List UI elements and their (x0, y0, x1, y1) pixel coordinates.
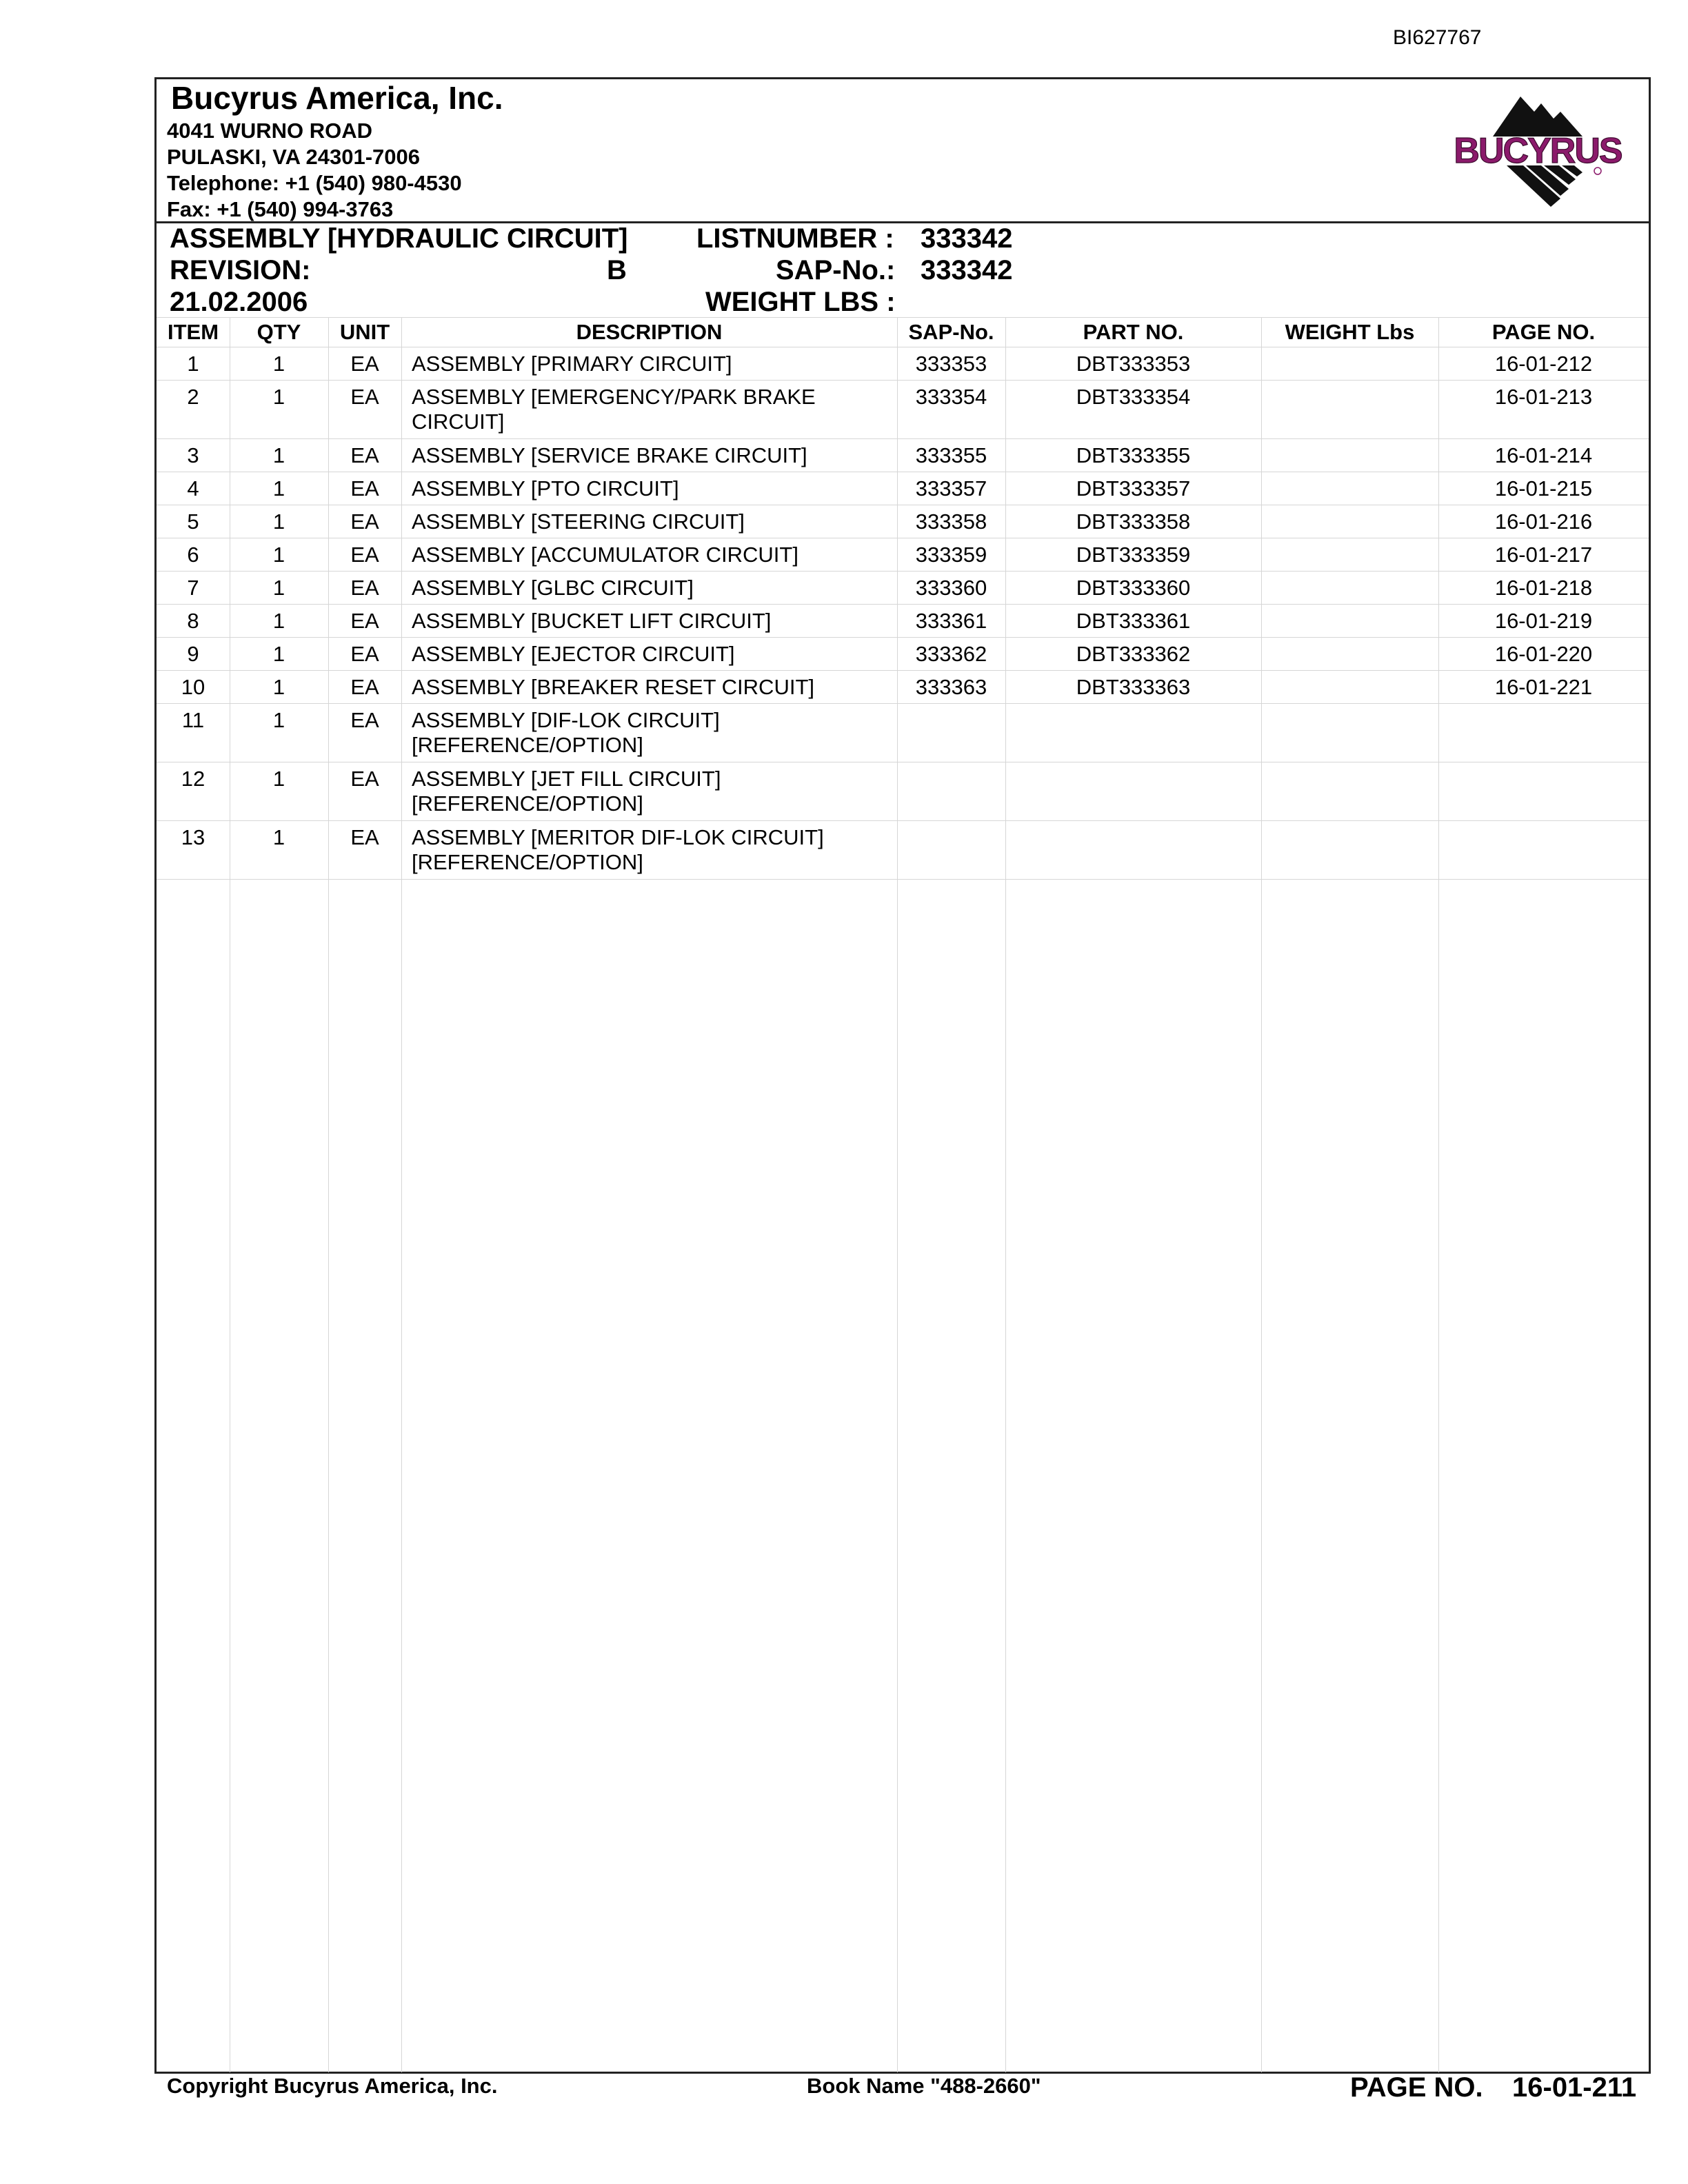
column-header-description: DESCRIPTION (576, 320, 723, 344)
cell-qty: 1 (272, 675, 285, 699)
parts-table (157, 317, 1649, 880)
cell-description (401, 762, 897, 820)
listnumber-label: LISTNUMBER : (696, 223, 894, 254)
cell-weight (1261, 439, 1438, 472)
company-name: Bucyrus America, Inc. (171, 80, 503, 116)
cell-weight (1261, 381, 1438, 438)
cell-item: 6 (187, 543, 199, 567)
logo-wordmark: BUCYRUS (1454, 131, 1622, 171)
description-line: ASSEMBLY [ACCUMULATOR CIRCUIT] (412, 543, 798, 567)
cell-description (401, 605, 897, 637)
cell-sap-no: 333357 (915, 476, 987, 501)
table-row (157, 638, 1649, 671)
cell-qty: 1 (272, 708, 285, 732)
cell-sap-no (897, 704, 1005, 762)
cell-part-no: DBT333355 (1076, 443, 1191, 467)
cell-page-no: 16-01-212 (1494, 352, 1593, 376)
cell-part-no (1005, 704, 1261, 762)
bucyrus-logo-icon (1438, 88, 1638, 212)
fax: Fax: +1 (540) 994-3763 (167, 197, 394, 221)
cell-part-no: DBT333353 (1076, 352, 1191, 376)
cell-sap-no: 333362 (915, 642, 987, 666)
cell-weight (1261, 505, 1438, 538)
cell-item: 10 (181, 675, 205, 699)
cell-item: 11 (181, 708, 205, 732)
description-line: ASSEMBLY [EJECTOR CIRCUIT] (412, 642, 735, 666)
column-header-item: ITEM (167, 320, 219, 344)
cell-qty: 1 (272, 543, 285, 567)
cell-qty: 1 (272, 509, 285, 534)
table-row (157, 671, 1649, 704)
cell-description (401, 439, 897, 472)
cell-qty: 1 (272, 443, 285, 467)
cell-page-no: 16-01-221 (1494, 675, 1593, 699)
cell-sap-no: 333360 (915, 576, 987, 600)
cell-qty: 1 (272, 609, 285, 633)
telephone: Telephone: +1 (540) 980-4530 (167, 171, 462, 195)
cell-sap-no: 333361 (915, 609, 987, 633)
assembly-title: ASSEMBLY [HYDRAULIC CIRCUIT] (170, 223, 628, 254)
cell-page-no: 16-01-216 (1494, 509, 1593, 534)
table-row (157, 762, 1649, 821)
cell-page-no: 16-01-220 (1494, 642, 1593, 666)
cell-item: 1 (187, 352, 199, 376)
description-line: [REFERENCE/OPTION] (412, 850, 643, 874)
cell-weight (1261, 638, 1438, 670)
table-row (157, 572, 1649, 605)
cell-part-no: DBT333357 (1076, 476, 1191, 501)
cell-weight (1261, 605, 1438, 637)
cell-sap-no (897, 762, 1005, 820)
description-line: ASSEMBLY [BREAKER RESET CIRCUIT] (412, 675, 814, 699)
cell-weight (1261, 472, 1438, 505)
column-header-qty: QTY (257, 320, 301, 344)
cell-part-no (1005, 762, 1261, 820)
cell-sap-no (897, 821, 1005, 879)
cell-description (401, 505, 897, 538)
description-line: ASSEMBLY [SERVICE BRAKE CIRCUIT] (412, 443, 807, 467)
cell-description (401, 704, 897, 762)
cell-part-no: DBT333359 (1076, 543, 1191, 567)
column-header-unit: UNIT (339, 320, 390, 344)
sap-number-value: 333342 (921, 255, 1013, 285)
footer-page-number: 16-01-211 (1512, 2072, 1637, 2103)
cell-item: 4 (187, 476, 199, 501)
cell-page-no (1438, 762, 1649, 820)
cell-unit: EA (350, 675, 379, 699)
cell-page-no: 16-01-213 (1494, 385, 1593, 409)
table-row (157, 605, 1649, 638)
cell-part-no: DBT333354 (1076, 385, 1191, 409)
column-header-page-no: PAGE NO. (1491, 320, 1596, 344)
cell-weight (1261, 762, 1438, 820)
cell-page-no (1438, 704, 1649, 762)
table-body (157, 347, 1649, 880)
table-header-row (157, 317, 1649, 347)
listnumber-value: 333342 (921, 223, 1013, 254)
weight-label: WEIGHT LBS : (705, 287, 896, 317)
cell-unit: EA (350, 509, 379, 534)
column-header-sap-no: SAP-No. (908, 320, 994, 344)
cell-unit: EA (350, 352, 379, 376)
description-line: ASSEMBLY [MERITOR DIF-LOK CIRCUIT] (412, 825, 824, 849)
cell-item: 5 (187, 509, 199, 534)
description-line: ASSEMBLY [BUCKET LIFT CIRCUIT] (412, 609, 772, 633)
cell-qty: 1 (272, 385, 285, 409)
cell-page-no: 16-01-217 (1494, 543, 1593, 567)
table-row (157, 821, 1649, 880)
cell-item: 3 (187, 443, 199, 467)
cell-part-no: DBT333358 (1076, 509, 1191, 534)
table-row (157, 704, 1649, 762)
table-row (157, 347, 1649, 381)
revision-value: B (607, 255, 627, 285)
cell-weight (1261, 538, 1438, 571)
cell-unit: EA (350, 767, 379, 791)
description-line: ASSEMBLY [EMERGENCY/PARK BRAKE (412, 385, 816, 409)
cell-item: 13 (181, 825, 205, 849)
cell-weight (1261, 821, 1438, 879)
cell-qty: 1 (272, 642, 285, 666)
cell-unit: EA (350, 825, 379, 849)
description-line: ASSEMBLY [DIF-LOK CIRCUIT] (412, 708, 720, 732)
description-line: CIRCUIT] (412, 410, 505, 434)
cell-unit: EA (350, 443, 379, 467)
table-row (157, 472, 1649, 505)
cell-sap-no: 333358 (915, 509, 987, 534)
footer-page-label: PAGE NO. (1350, 2072, 1483, 2103)
table-row (157, 538, 1649, 572)
table-row (157, 381, 1649, 439)
cell-description (401, 572, 897, 604)
cell-part-no: DBT333362 (1076, 642, 1191, 666)
cell-unit: EA (350, 385, 379, 409)
cell-item: 7 (187, 576, 199, 600)
footer-copyright: Copyright Bucyrus America, Inc. (167, 2074, 498, 2098)
cell-qty: 1 (272, 352, 285, 376)
table-row (157, 439, 1649, 472)
cell-item: 2 (187, 385, 199, 409)
description-line: ASSEMBLY [PTO CIRCUIT] (412, 476, 679, 501)
cell-item: 9 (187, 642, 199, 666)
cell-description (401, 821, 897, 879)
cell-qty: 1 (272, 576, 285, 600)
description-line: ASSEMBLY [JET FILL CIRCUIT] (412, 767, 721, 791)
footer-book-name: Book Name "488-2660" (807, 2074, 1041, 2098)
document-id: BI627767 (1393, 26, 1482, 49)
cell-part-no: DBT333363 (1076, 675, 1191, 699)
description-line: ASSEMBLY [GLBC CIRCUIT] (412, 576, 694, 600)
cell-page-no: 16-01-219 (1494, 609, 1593, 633)
description-line: [REFERENCE/OPTION] (412, 733, 643, 757)
cell-description (401, 347, 897, 380)
cell-item: 8 (187, 609, 199, 633)
cell-description (401, 638, 897, 670)
cell-unit: EA (350, 476, 379, 501)
cell-part-no: DBT333361 (1076, 609, 1191, 633)
cell-item: 12 (181, 767, 205, 791)
cell-weight (1261, 671, 1438, 703)
cell-unit: EA (350, 642, 379, 666)
cell-weight (1261, 347, 1438, 380)
cell-sap-no: 333354 (915, 385, 987, 409)
cell-page-no: 16-01-218 (1494, 576, 1593, 600)
cell-sap-no: 333363 (915, 675, 987, 699)
cell-description (401, 671, 897, 703)
cell-description (401, 538, 897, 571)
cell-unit: EA (350, 576, 379, 600)
revision-date: 21.02.2006 (170, 287, 308, 317)
cell-qty: 1 (272, 476, 285, 501)
cell-unit: EA (350, 708, 379, 732)
cell-page-no: 16-01-214 (1494, 443, 1593, 467)
table-row (157, 505, 1649, 538)
column-header-weight: WEIGHT Lbs (1285, 320, 1415, 344)
description-line: ASSEMBLY [PRIMARY CIRCUIT] (412, 352, 732, 376)
cell-sap-no: 333353 (915, 352, 987, 376)
revision-label: REVISION: (170, 255, 311, 285)
description-line: ASSEMBLY [STEERING CIRCUIT] (412, 509, 745, 534)
cell-description (401, 472, 897, 505)
address-city: PULASKI, VA 24301-7006 (167, 145, 421, 169)
cell-qty: 1 (272, 825, 285, 849)
cell-unit: EA (350, 543, 379, 567)
cell-page-no (1438, 821, 1649, 879)
column-header-part-no: PART NO. (1083, 320, 1184, 344)
cell-sap-no: 333359 (915, 543, 987, 567)
cell-sap-no: 333355 (915, 443, 987, 467)
cell-unit: EA (350, 609, 379, 633)
cell-weight (1261, 704, 1438, 762)
cell-part-no (1005, 821, 1261, 879)
cell-qty: 1 (272, 767, 285, 791)
sap-number-label: SAP-No.: (776, 255, 896, 285)
address-street: 4041 WURNO ROAD (167, 119, 372, 143)
cell-weight (1261, 572, 1438, 604)
cell-page-no: 16-01-215 (1494, 476, 1593, 501)
description-line: [REFERENCE/OPTION] (412, 791, 643, 816)
cell-description (401, 381, 897, 438)
cell-part-no: DBT333360 (1076, 576, 1191, 600)
